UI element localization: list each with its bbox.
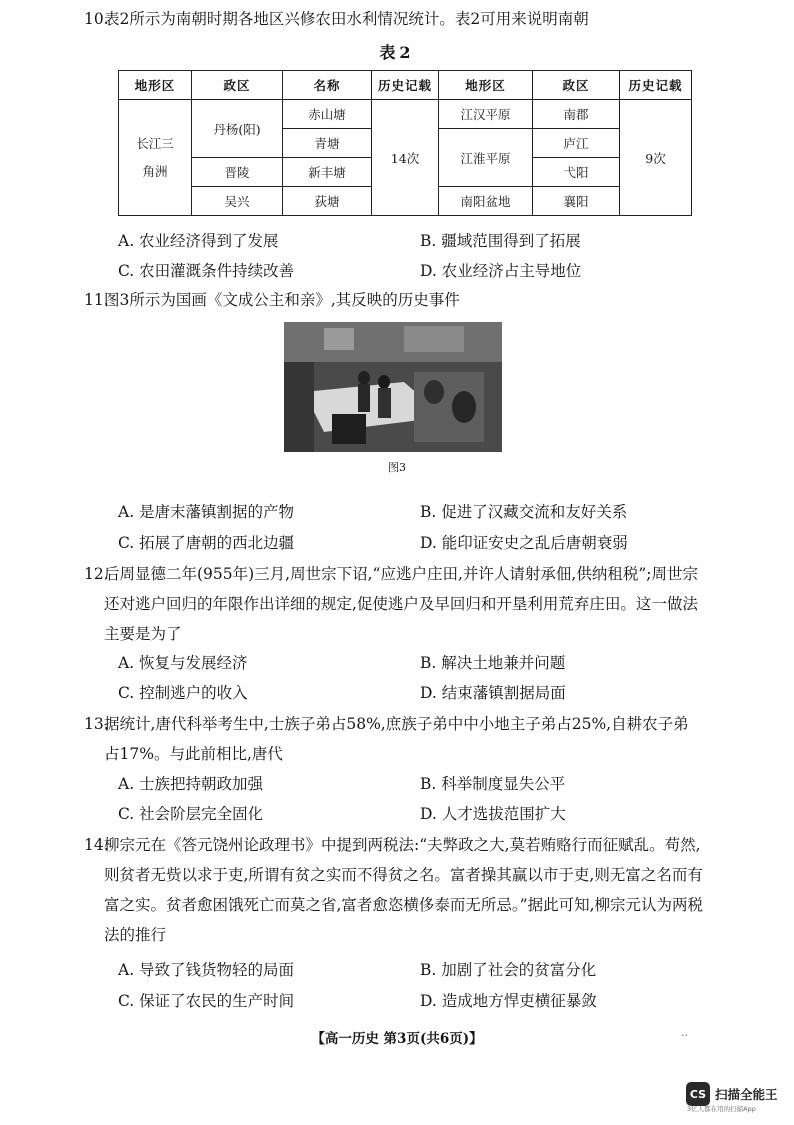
table-row [119, 100, 692, 129]
option-a[interactable]: A. 是唐末藩镇割据的产物 [118, 503, 295, 521]
table-cell-count: 14次 [372, 100, 439, 216]
question-text: 后周显德二年(955年)三月,周世宗下诏,“应逃户庄田,并许人请射承佃,供纳租税”;周世宗还对逃户回归的年限作出详细的规定,促使逃户及早回归和开垦利用荒弃庄田。这一做法主要是为了 [104, 565, 698, 643]
question-text: 图3所示为国画《文成公主和亲》,其反映的历史事件 [104, 291, 460, 309]
option-b[interactable]: B. 解决土地兼并问题 [420, 654, 566, 672]
data-table [118, 70, 692, 216]
table-cell-name: 新丰塘 [283, 158, 372, 187]
table-cell-district: 丹杨(阳) [192, 100, 283, 158]
question-13 [84, 709, 704, 769]
question-10 [84, 4, 704, 34]
option-c[interactable]: C. 保证了农民的生产时间 [118, 992, 295, 1010]
option-c[interactable]: C. 控制逃户的收入 [118, 684, 248, 702]
table-cell-region: 南阳盆地 [439, 187, 533, 216]
option-b[interactable]: B. 疆域范围得到了拓展 [420, 232, 581, 250]
option-d[interactable]: D. 结束藩镇割据局面 [420, 684, 566, 702]
question-number: 13. [84, 715, 109, 733]
question-text: 表2所示为南朝时期各地区兴修农田水利情况统计。表2可用来说明南朝 [104, 10, 589, 28]
table-header-cell: 政区 [192, 71, 283, 100]
question-11 [84, 285, 704, 315]
table-cell-district: 襄阳 [533, 187, 620, 216]
table-header-cell: 历史记载 [372, 71, 439, 100]
cs-logo-icon: CS [686, 1082, 710, 1106]
option-a[interactable]: A. 士族把持朝政加强 [118, 775, 264, 793]
table-header-cell: 地形区 [439, 71, 533, 100]
table-header-cell: 名称 [283, 71, 372, 100]
option-a[interactable]: A. 恢复与发展经济 [118, 654, 248, 672]
watermark-subtitle: 3亿人都在用的扫描App [687, 1105, 756, 1113]
table-cell-name: 青塘 [283, 129, 372, 158]
table-cell-district: 吴兴 [192, 187, 283, 216]
question-14 [84, 830, 704, 950]
option-d[interactable]: D. 造成地方悍吏横征暴敛 [420, 992, 597, 1010]
table-header-row [119, 71, 692, 100]
painting-illustration [284, 322, 502, 452]
option-c[interactable]: C. 拓展了唐朝的西北边疆 [118, 534, 295, 552]
question-number: 10. [84, 10, 109, 28]
page-footer: 【高一历史 第3页(共6页)】 [311, 1031, 483, 1047]
option-b[interactable]: B. 加剧了社会的贫富分化 [420, 961, 597, 979]
table-cell-name: 赤山塘 [283, 100, 372, 129]
option-a[interactable]: A. 导致了钱货物轻的局面 [118, 961, 295, 979]
footer-mark: ·· [681, 1029, 688, 1042]
table-header-cell: 地形区 [119, 71, 192, 100]
question-number: 14. [84, 836, 109, 854]
option-d[interactable]: D. 人才选拔范围扩大 [420, 805, 566, 823]
question-text: 柳宗元在《答元饶州论政理书》中提到两税法:“夫弊政之大,莫若贿赂行而征赋乱。苟然,则贫者无赀以求于吏,所谓有贫之实而不得贫之名。富者操其赢以市于吏,则无富之名而有富之实。贫者愈困饿死亡而莫之省,富者愈恣横侈泰而无所忌。”据此可知,柳宗元认为两税法的推行 [104, 836, 704, 944]
table-cell-district: 庐江 [533, 129, 620, 158]
table-cell-district: 弋阳 [533, 158, 620, 187]
question-text: 据统计,唐代科举考生中,士族子弟占58%,庶族子弟中中小地主子弟占25%,自耕农子弟占17%。与此前相比,唐代 [104, 715, 689, 763]
table-header-cell: 历史记载 [620, 71, 692, 100]
question-number: 11. [84, 291, 109, 309]
watermark-name: 扫描全能王 [715, 1087, 778, 1102]
painting-image [284, 322, 502, 452]
question-12 [84, 559, 704, 649]
scanner-watermark [686, 1082, 778, 1106]
option-d[interactable]: D. 农业经济占主导地位 [420, 262, 582, 280]
table-title: 表2 [379, 43, 415, 62]
question-number: 12. [84, 565, 109, 583]
table-header-cell: 政区 [533, 71, 620, 100]
table-cell-count: 9次 [620, 100, 692, 216]
option-c[interactable]: C. 社会阶层完全固化 [118, 805, 264, 823]
table-cell-name: 荻塘 [283, 187, 372, 216]
table-cell-district: 南郡 [533, 100, 620, 129]
option-a[interactable]: A. 农业经济得到了发展 [118, 232, 279, 250]
table-cell-region: 长江三角洲 [119, 100, 192, 216]
table-cell-district: 晋陵 [192, 158, 283, 187]
option-d[interactable]: D. 能印证安史之乱后唐朝衰弱 [420, 534, 628, 552]
figure-caption: 图3 [388, 461, 406, 474]
option-b[interactable]: B. 促进了汉藏交流和友好关系 [420, 503, 628, 521]
table-cell-region: 江汉平原 [439, 100, 533, 129]
table-cell-region: 江淮平原 [439, 129, 533, 187]
option-c[interactable]: C. 农田灌溉条件持续改善 [118, 262, 295, 280]
option-b[interactable]: B. 科举制度显失公平 [420, 775, 566, 793]
